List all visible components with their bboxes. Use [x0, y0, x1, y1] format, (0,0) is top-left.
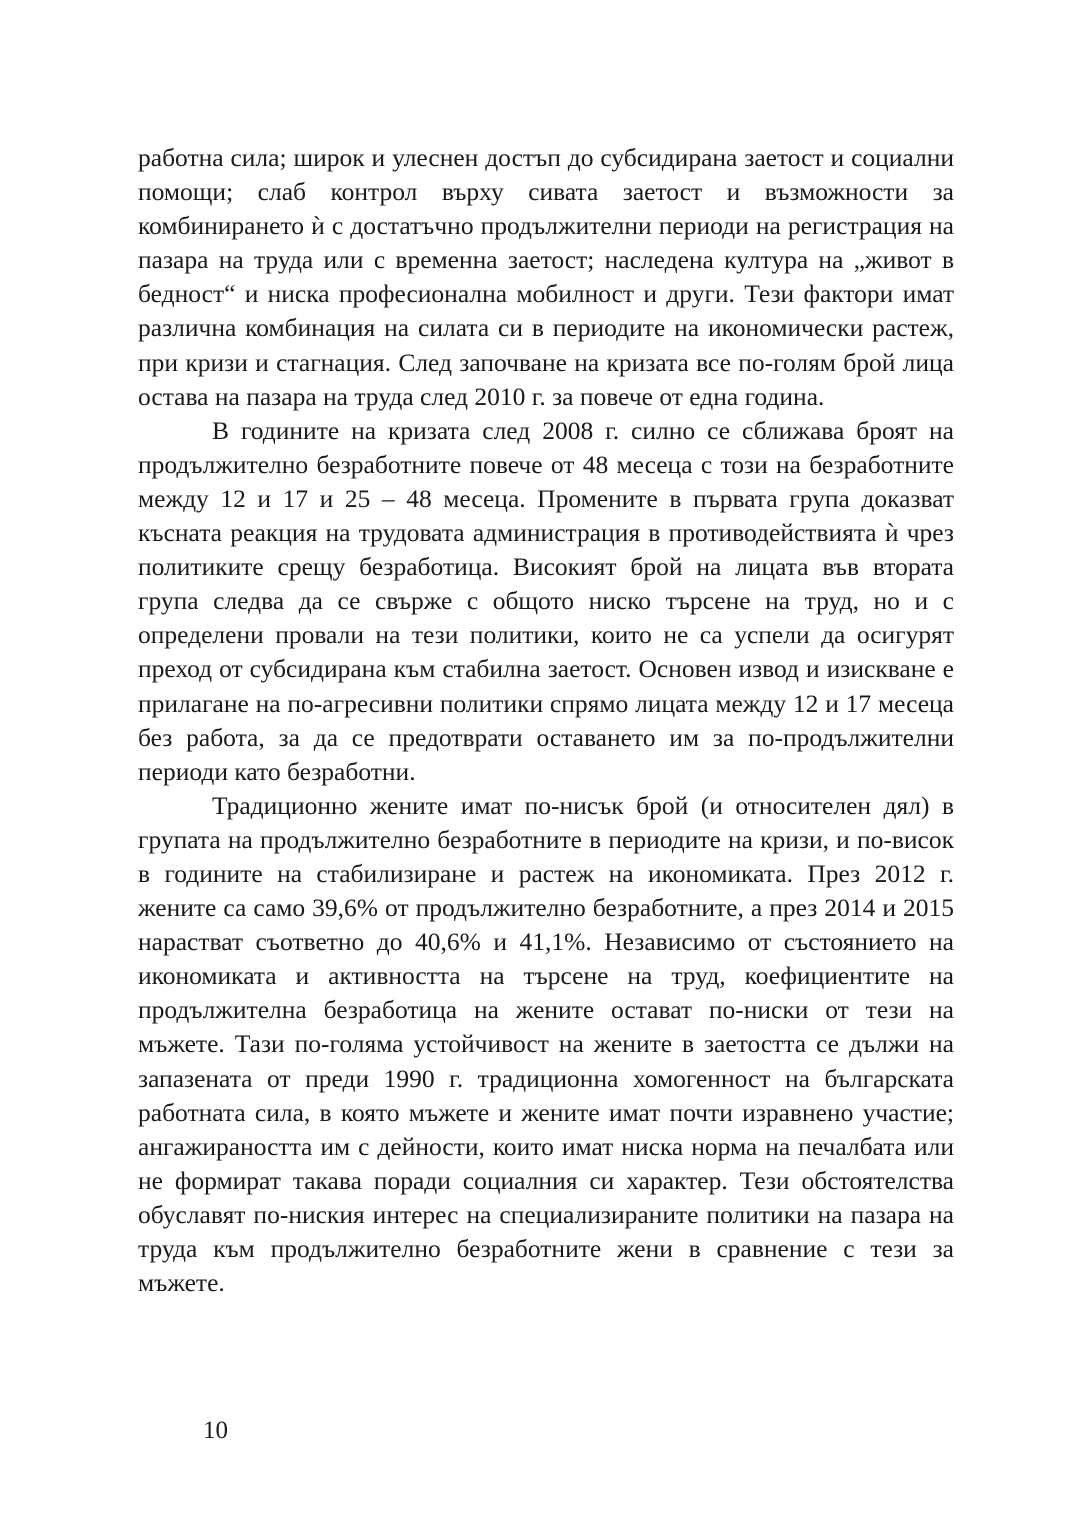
paragraph-2: В годините на кризата след 2008 г. силно се сближава броят на продължително безработните повече от 48 месеца с този на безработните между 12 и 17 и 25 – 48 месеца. Промените в първата група доказват късната реакция на трудовата администрация в противодействията ѝ чрез политиките срещу безработица. Високият брой на лицата във втората група следва да се свърже с общото ниско търсене на труд, но и с определени провали на тези политики, които не са успели да осигурят преход от субсидирана към стабилна заетост. Основен извод и изискване е прилагане на по-агресивни политики спрямо лицата между 12 и 17 месеца без работа, за да се предотврати оставането им за по-продължителни периоди като безработни. — [138, 415, 954, 786]
body-text — [138, 141, 954, 1300]
paragraph-3: Традиционно жените имат по-нисък брой (и относителен дял) в групата на продължително безработните в периодите на кризи, и по-висок в годините на стабилизиране и растеж на икономиката. През 2012 г. жените са само 39,6% от продължително безработните, а през 2014 и 2015 нарастват съответно до 40,6% и 41,1%. Независимо от състоянието на икономиката и активността на търсене на труд, коефициентите на продължителна безработица на жените остават по-ниски от тези на мъжете. Тази по-голяма устойчивост на жените в заетостта се дължи на запазената от преди 1990 г. традиционна хомогенност на българската работната сила, в която мъжете и жените имат почти изравнено участие; ангажираността им с дейности, които имат ниска норма на печалбата или не формират такава поради социалния си характер. Тези обстоятелства обуславят по-ниския интерес на специализираните политики на пазара на труда към продължително безработните жени в сравнение с тези за мъжете. — [138, 790, 954, 1298]
page-number: 10 — [203, 1417, 228, 1444]
paragraph-1: работна сила; широк и улеснен достъп до субсидирана заетост и социални помощи; слаб контрол върху сивата заетост и възможности за комбинирането ѝ с достатъчно продължителни периоди на регистрация на пазара на труда или с временна заетост; наследена култура на „живот в бедност“ и ниска професионална мобилност и други. Тези фактори имат различна комбинация на силата си в периодите на икономически растеж, при кризи и стагнация. След започване на кризата все по-голям брой лица остава на пазара на труда след 2010 г. за повече от една година. — [138, 143, 954, 411]
